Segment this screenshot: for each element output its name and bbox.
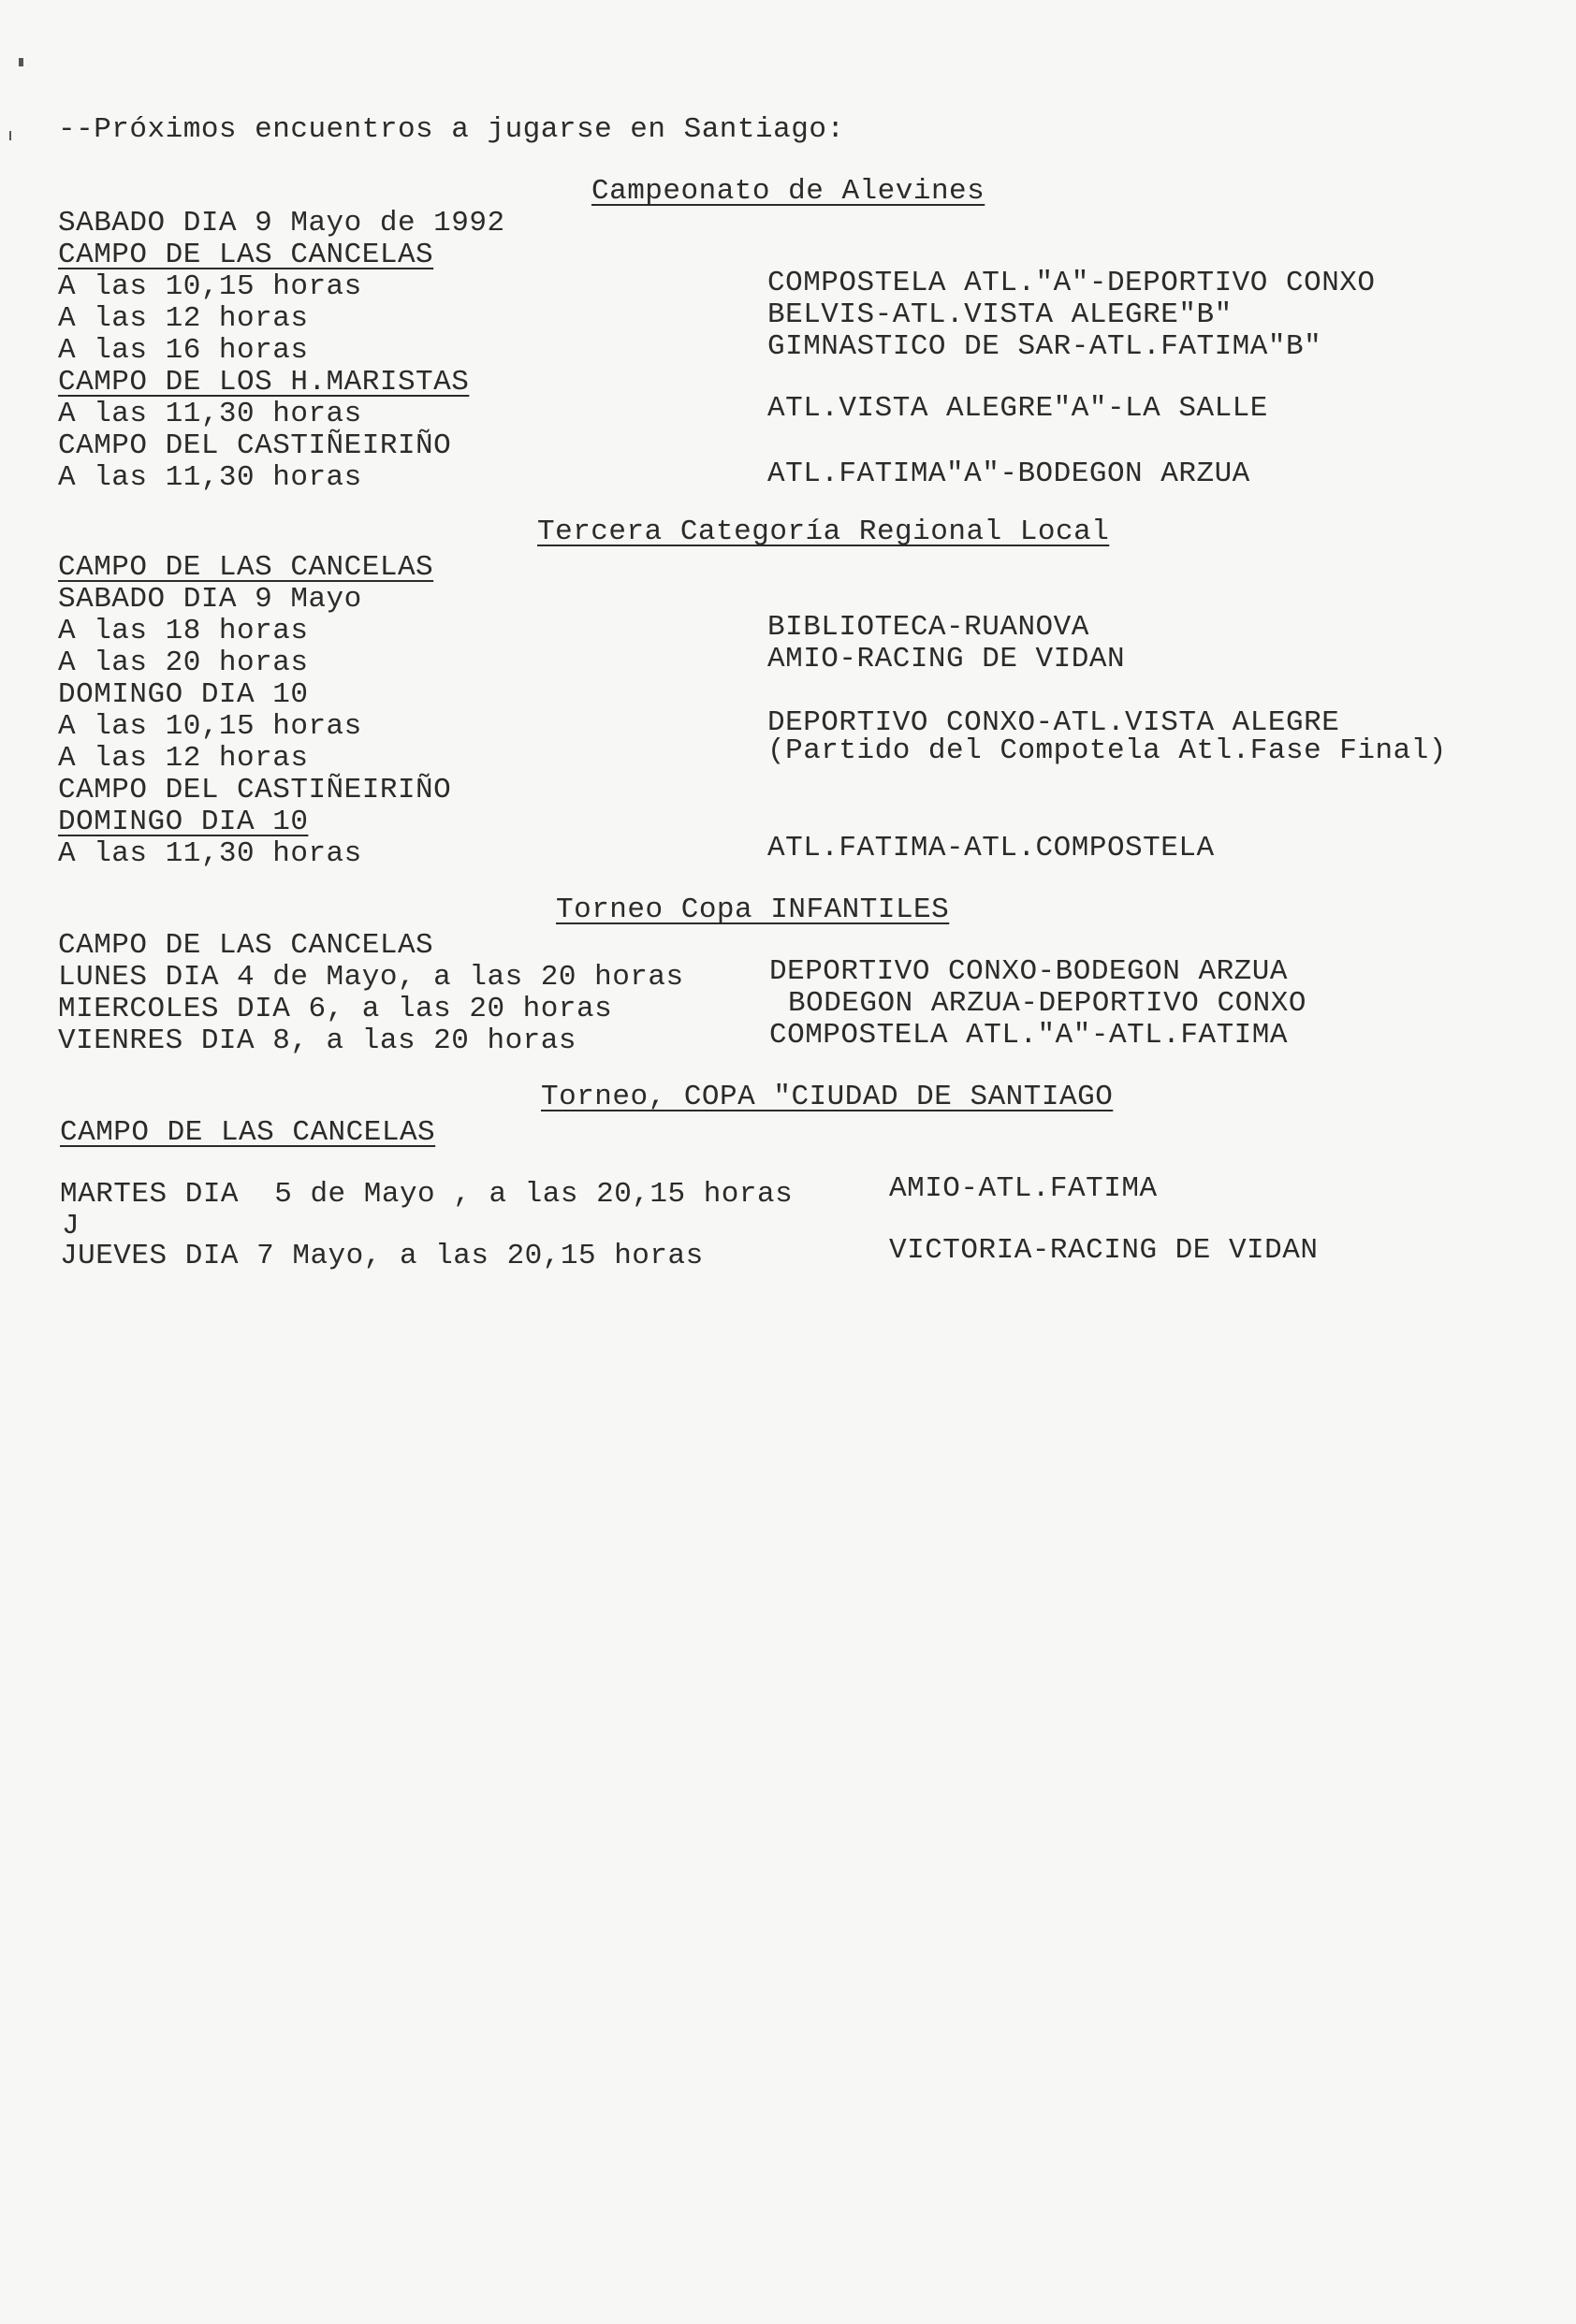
match-line: BODEGON ARZUA-DEPORTIVO CONXO	[788, 987, 1306, 1020]
match-line: BELVIS-ATL.VISTA ALEGRE"B"	[767, 298, 1233, 331]
venue-heading: CAMPO DE LAS CANCELAS	[58, 551, 434, 584]
time-line: A las 18 horas	[58, 615, 309, 647]
section-title-ciudad-santiago: Torneo, COPA "CIUDAD DE SANTIAGO	[541, 1081, 1114, 1113]
section-title-alevines: Campeonato de Alevines	[591, 175, 985, 208]
date-time-line: VIENRES DIA 8, a las 20 horas	[58, 1024, 576, 1057]
match-line: ATL.FATIMA-ATL.COMPOSTELA	[767, 832, 1215, 864]
time-line: A las 16 horas	[58, 334, 309, 367]
venue-line: CAMPO DE LAS CANCELAS	[58, 929, 434, 962]
time-line: A las 10,15 horas	[58, 710, 362, 743]
day-line: DOMINGO DIA 10	[58, 806, 309, 838]
match-line: DEPORTIVO CONXO-ATL.VISTA ALEGRE	[767, 706, 1340, 739]
day-line: DOMINGO DIA 10	[58, 678, 309, 711]
paper-mark	[9, 131, 11, 140]
venue-line: CAMPO DEL CASTIÑEIRIÑO	[58, 429, 452, 462]
date-time-line: MIERCOLES DIA 6, a las 20 horas	[58, 993, 613, 1025]
match-line: ATL.VISTA ALEGRE"A"-LA SALLE	[767, 392, 1268, 425]
match-line: COMPOSTELA ATL."A"-ATL.FATIMA	[769, 1019, 1288, 1052]
date-time-line: JUEVES DIA 7 Mayo, a las 20,15 horas	[60, 1240, 704, 1272]
match-line: AMIO-ATL.FATIMA	[889, 1172, 1158, 1205]
venue-heading: CAMPO DE LAS CANCELAS	[58, 239, 434, 271]
match-line: GIMNASTICO DE SAR-ATL.FATIMA"B"	[767, 330, 1322, 363]
match-line: VICTORIA-RACING DE VIDAN	[889, 1234, 1319, 1267]
date-time-line: LUNES DIA 4 de Mayo, a las 20 horas	[58, 961, 684, 994]
time-line: A las 20 horas	[58, 646, 309, 679]
time-line: A las 12 horas	[58, 302, 309, 335]
time-line: A las 11,30 horas	[58, 461, 362, 494]
date-time-line: MARTES DIA 5 de Mayo , a las 20,15 horas	[60, 1178, 794, 1211]
match-line: DEPORTIVO CONXO-BODEGON ARZUA	[769, 955, 1288, 988]
section-title-infantiles: Torneo Copa INFANTILES	[556, 893, 950, 926]
stray-character: J	[62, 1210, 80, 1242]
match-line: COMPOSTELA ATL."A"-DEPORTIVO CONXO	[767, 267, 1376, 299]
day-line: SABADO DIA 9 Mayo	[58, 583, 362, 616]
time-line: A las 10,15 horas	[58, 270, 362, 303]
match-line: BIBLIOTECA-RUANOVA	[767, 611, 1089, 644]
time-line: A las 12 horas	[58, 742, 309, 775]
date-line: SABADO DIA 9 Mayo de 1992	[58, 207, 505, 240]
paper-mark	[19, 58, 23, 66]
venue-heading: CAMPO DE LOS H.MARISTAS	[58, 366, 470, 399]
match-note: (Partido del Compotela Atl.Fase Final)	[767, 734, 1447, 767]
venue-line: CAMPO DEL CASTIÑEIRIÑO	[58, 774, 452, 806]
time-line: A las 11,30 horas	[58, 398, 362, 430]
match-line: AMIO-RACING DE VIDAN	[767, 643, 1126, 675]
section-title-tercera: Tercera Categoría Regional Local	[537, 516, 1110, 548]
time-line: A las 11,30 horas	[58, 837, 362, 870]
header-line: --Próximos encuentros a jugarse en Santiago:	[58, 113, 845, 146]
match-line: ATL.FATIMA"A"-BODEGON ARZUA	[767, 458, 1250, 490]
venue-heading: CAMPO DE LAS CANCELAS	[60, 1116, 436, 1149]
